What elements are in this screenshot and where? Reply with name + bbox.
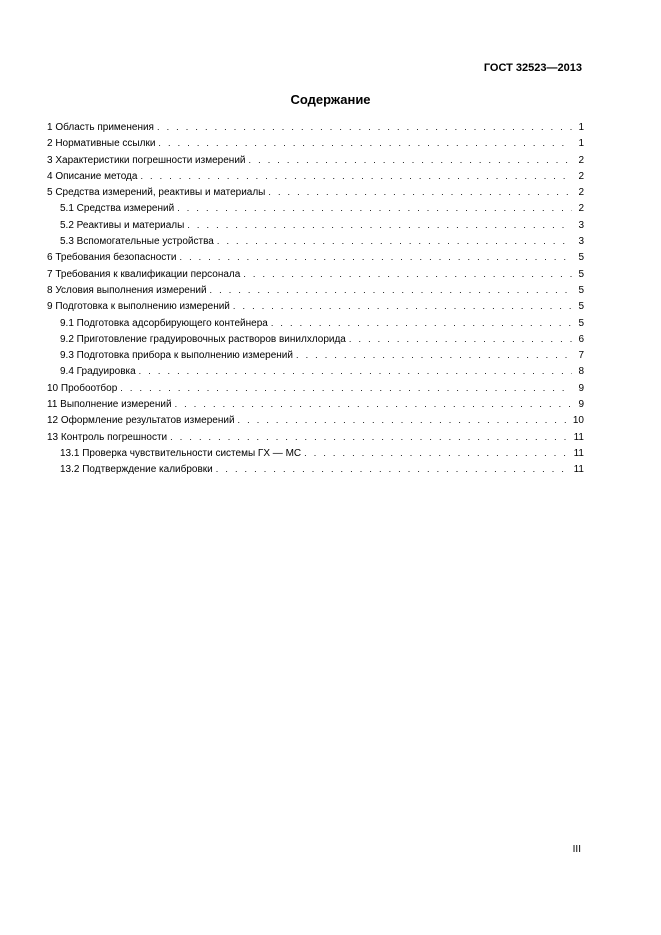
toc-entry-page: 11 bbox=[573, 431, 584, 443]
toc-entry[interactable] bbox=[47, 429, 584, 445]
toc-entry[interactable] bbox=[47, 412, 584, 428]
toc-entry-page: 5 bbox=[578, 301, 584, 313]
toc-entry-page: 2 bbox=[578, 203, 584, 215]
toc-entry[interactable] bbox=[47, 315, 584, 331]
toc-entry[interactable] bbox=[47, 119, 584, 135]
toc-leader-dots bbox=[172, 396, 573, 412]
toc-entry-page: 9 bbox=[578, 399, 584, 411]
toc-entry[interactable] bbox=[47, 461, 584, 477]
toc-entry-label: 7 Требования к квалификации персонала bbox=[47, 268, 241, 280]
toc-entry-label: 5.2 Реактивы и материалы bbox=[60, 219, 185, 231]
toc-entry-label: 6 Требования безопасности bbox=[47, 252, 177, 264]
toc-leader-dots bbox=[268, 315, 573, 331]
toc-entry[interactable] bbox=[47, 135, 584, 151]
toc-leader-dots bbox=[136, 363, 573, 379]
toc-entry-page: 8 bbox=[578, 366, 584, 378]
toc-leader-dots bbox=[176, 249, 572, 265]
toc-entry-label: 9.3 Подготовка прибора к выполнению измерений bbox=[60, 350, 293, 362]
toc-entry-page: 1 bbox=[578, 138, 584, 150]
toc-entry[interactable] bbox=[47, 380, 584, 396]
toc-leader-dots bbox=[184, 217, 572, 233]
toc-entry[interactable] bbox=[47, 282, 584, 298]
toc-entry[interactable] bbox=[47, 249, 584, 265]
toc-entry[interactable] bbox=[47, 396, 584, 412]
toc-leader-dots bbox=[213, 461, 568, 477]
toc-entry[interactable] bbox=[47, 184, 584, 200]
toc-leader-dots bbox=[346, 331, 573, 347]
toc-entry-page: 2 bbox=[578, 170, 584, 182]
toc-entry-label: 1 Область применения bbox=[47, 122, 154, 133]
toc-leader-dots bbox=[154, 119, 572, 135]
document-code: ГОСТ 32523—2013 bbox=[483, 62, 582, 74]
toc-leader-dots bbox=[246, 152, 573, 168]
toc-leader-dots bbox=[240, 266, 572, 282]
toc-entry-page: 9 bbox=[578, 382, 584, 394]
toc-entry-label: 11 Выполнение измерений bbox=[47, 399, 172, 411]
toc-entry[interactable] bbox=[47, 298, 584, 314]
toc-entry-page: 3 bbox=[578, 219, 584, 231]
toc-entry[interactable] bbox=[47, 168, 584, 184]
toc-entry[interactable] bbox=[47, 266, 584, 282]
toc-entry-page: 5 bbox=[578, 252, 584, 264]
toc-entry-page: 3 bbox=[578, 236, 584, 248]
page-title: Содержание bbox=[290, 92, 371, 107]
toc-entry-label: 2 Нормативные ссылки bbox=[47, 138, 156, 150]
toc-entry-label: 8 Условия выполнения измерений bbox=[47, 284, 207, 296]
toc-entry-label: 3 Характеристики погрешности измерений bbox=[47, 154, 246, 166]
toc-entry-page: 1 bbox=[578, 122, 584, 133]
toc-entry[interactable] bbox=[47, 363, 584, 379]
toc-entry-label: 13.2 Подтверждение калибровки bbox=[60, 464, 213, 476]
toc-leader-dots bbox=[155, 135, 572, 151]
toc-entry-page: 6 bbox=[578, 333, 584, 345]
toc-leader-dots bbox=[265, 184, 572, 200]
toc-entry-label: 5.1 Средства измерений bbox=[60, 203, 175, 215]
toc-leader-dots bbox=[167, 429, 567, 445]
toc-entry[interactable] bbox=[47, 200, 584, 216]
toc-entry[interactable] bbox=[47, 217, 584, 233]
toc-entry-label: 10 Пробоотбор bbox=[47, 382, 118, 394]
toc-leader-dots bbox=[301, 445, 567, 461]
toc-entry-label: 13.1 Проверка чувствительности системы ГХ — МС bbox=[60, 447, 302, 459]
toc-entry-label: 5 Средства измерений, реактивы и материалы bbox=[47, 187, 266, 199]
toc-entry[interactable] bbox=[47, 445, 584, 461]
toc-leader-dots bbox=[117, 380, 572, 396]
toc-entry[interactable] bbox=[47, 347, 584, 363]
toc-entry-label: 12 Оформление результатов измерений bbox=[47, 415, 235, 427]
toc-leader-dots bbox=[137, 168, 572, 184]
toc-entry-label: 9.2 Приготовление градуировочных растворов винилхлорида bbox=[60, 333, 346, 345]
toc-entry-page: 2 bbox=[578, 154, 584, 166]
toc-entry-label: 13 Контроль погрешности bbox=[47, 431, 168, 443]
toc-entry-page: 10 bbox=[572, 415, 584, 427]
toc-entry-label: 9.4 Градуировка bbox=[60, 366, 136, 378]
toc-leader-dots bbox=[174, 200, 572, 216]
toc-entry-label: 5.3 Вспомогательные устройства bbox=[60, 236, 214, 248]
toc-entry-page: 5 bbox=[578, 284, 584, 296]
toc-leader-dots bbox=[293, 347, 572, 363]
toc-entry[interactable] bbox=[47, 152, 584, 168]
toc-entry-page: 5 bbox=[578, 317, 584, 329]
page-number: III bbox=[572, 844, 581, 855]
toc-entry[interactable] bbox=[47, 331, 584, 347]
toc-leader-dots bbox=[235, 412, 567, 428]
toc-entry-page: 7 bbox=[578, 350, 584, 362]
toc-entry-page: 11 bbox=[573, 464, 584, 476]
toc-entry-page: 2 bbox=[578, 187, 584, 199]
toc-entry-label: 9 Подготовка к выполнению измерений bbox=[47, 301, 230, 313]
toc-entry-label: 4 Описание метода bbox=[47, 170, 138, 182]
toc-leader-dots bbox=[214, 233, 573, 249]
table-of-contents bbox=[47, 119, 584, 478]
toc-entry-label: 9.1 Подготовка адсорбирующего контейнера bbox=[60, 317, 268, 329]
toc-leader-dots bbox=[230, 298, 573, 314]
toc-entry-page: 5 bbox=[578, 268, 584, 280]
toc-leader-dots bbox=[207, 282, 573, 298]
toc-entry-page: 11 bbox=[573, 447, 584, 459]
toc-entry[interactable] bbox=[47, 233, 584, 249]
